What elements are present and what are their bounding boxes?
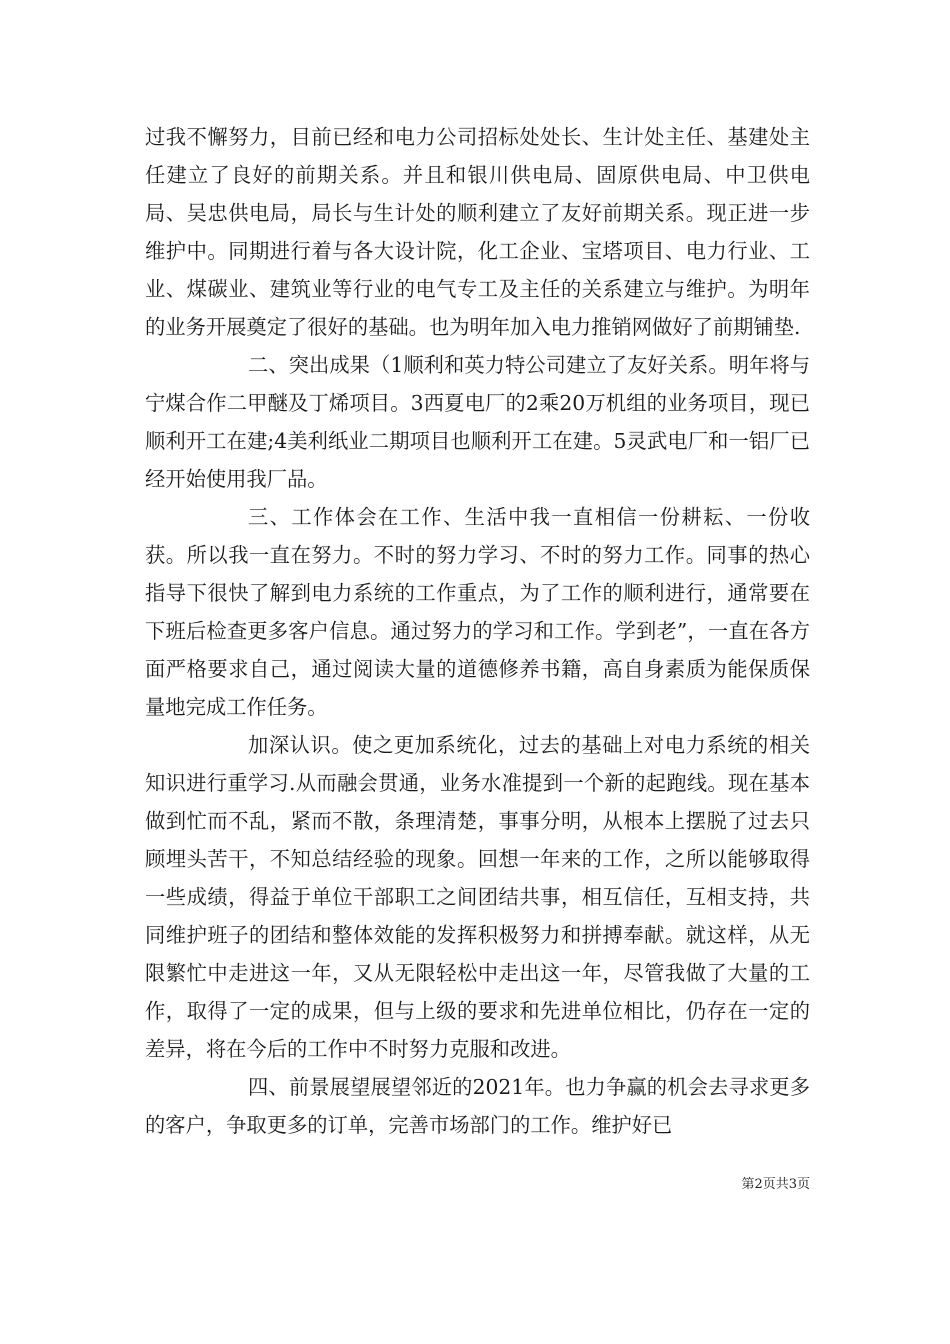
- page-number-footer: 第2页共3页: [741, 1177, 810, 1192]
- paragraph-continuation: 过我不懈努力，目前已经和电力公司招标处处长、生计处主任、基建处主任建立了良好的前期关系。并且和银川供电局、固原供电局、中卫供电局、吴忠供电局，局长与生计处的顺利建立了友好前期关系。现正进一步维护中。同期进行着与各大设计院，化工企业、宝塔项目、电力行业、工业、煤碳业、建筑业等行业的电气专工及主任的关系建立与维护。为明年的业务开展奠定了很好的基础。也为明年加入电力推销网做好了前期铺垫.: [145, 125, 810, 339]
- paragraph-achievements: 二、突出成果（1顺利和英力特公司建立了友好关系。明年将与宁煤合作二甲醚及丁烯项目。3西夏电厂的2乘20万机组的业务项目，现已顺利开工在建;4美利纸业二期项目也顺利开工在建。5灵武电厂和一铝厂已经开始使用我厂品。: [145, 353, 810, 491]
- paragraph-outlook: 四、前景展望展望邻近的2021年。也力争赢的机会去寻求更多的客户，争取更多的订单，完善市场部门的工作。维护好已: [145, 1075, 810, 1137]
- paragraph-work-experience: 三、工作体会在工作、生活中我一直相信一份耕耘、一份收获。所以我一直在努力。不时的努力学习、不时的努力工作。同事的热心指导下很快了解到电力系统的工作重点，为了工作的顺利进行，通常要在下班后检查更多客户信息。通过努力的学习和工作。学到老”，一直在各方面严格要求自己，通过阅读大量的道德修养书籍，高自身素质为能保质保量地完成工作任务。: [145, 505, 810, 719]
- paragraph-deepen-understanding: 加深认识。使之更加系统化，过去的基础上对电力系统的相关知识进行重学习.从而融会贯通，业务水准提到一个新的起跑线。现在基本做到忙而不乱，紧而不散，条理清楚，事事分明，从根本上摆脱了过去只顾埋头苦干，不知总结经验的现象。回想一年来的工作，之所以能够取得一些成绩，得益于单位干部职工之间团结共事，相互信任，互相支持，共同维护班子的团结和整体效能的发挥积极努力和拼搏奉献。就这样，从无限繁忙中走进这一年，又从无限轻松中走出这一年，尽管我做了大量的工作，取得了一定的成果，但与上级的要求和先进单位相比，仍存在一定的差异，将在今后的工作中不时努力克服和改进。: [145, 733, 810, 1061]
- document-body: [145, 118, 810, 1144]
